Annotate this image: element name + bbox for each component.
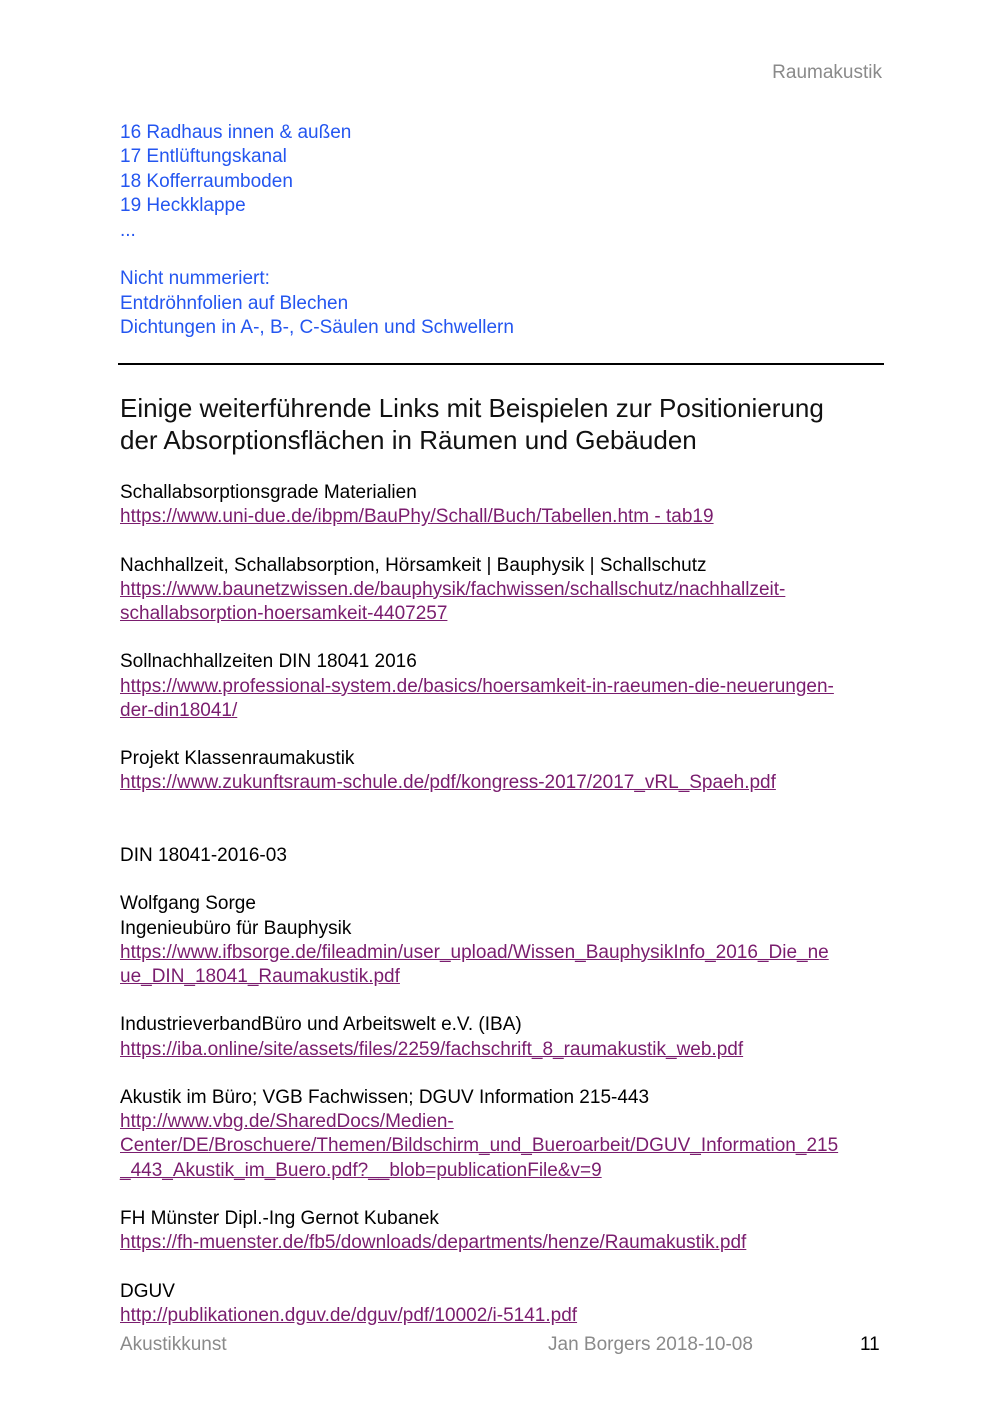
link-title: Schallabsorptionsgrade Materialien xyxy=(120,482,417,503)
toc-item: 16 Radhaus innen & außen xyxy=(120,122,352,143)
link-title: FH Münster Dipl.-Ing Gernot Kubanek xyxy=(120,1207,439,1229)
author-name: Wolfgang Sorge xyxy=(120,893,256,915)
toc-item: Entdröhnfolien auf Blechen xyxy=(120,292,349,314)
link-url[interactable]: https://www.zukunftsraum-schule.de/pdf/kongress-2017/2017_vRL_Spaeh.pdf xyxy=(120,772,776,794)
toc-list xyxy=(120,121,514,341)
link-title: DGUV xyxy=(120,1280,175,1302)
link-url-continued[interactable]: Center/DE/Broschuere/Themen/Bildschirm_und_Bueroarbeit/DGUV_Information_215 xyxy=(120,1135,839,1157)
link-entry xyxy=(120,747,895,795)
link-entry xyxy=(120,650,895,723)
running-header: Raumakustik xyxy=(772,62,882,83)
toc-item: 19 Heckklappe xyxy=(120,195,246,217)
link-url[interactable]: http://publikationen.dguv.de/dguv/pdf/10002/i-5141.pdf xyxy=(120,1304,578,1326)
section-heading-line: der Absorptionsflächen in Räumen und Gebäuden xyxy=(120,425,697,455)
link-url[interactable]: https://www.ifbsorge.de/fileadmin/user_upload/Wissen_BauphysikInfo_2016_Die_ne xyxy=(120,941,829,963)
link-url-continued[interactable]: _443_Akustik_im_Buero.pdf?__blob=publicationFile&v=9 xyxy=(120,1159,602,1181)
link-url[interactable]: https://www.uni-due.de/ibpm/BauPhy/Schall/Buch/Tabellen.htm - tab19 xyxy=(120,506,714,528)
link-entry xyxy=(120,481,895,529)
link-url-continued[interactable]: der-din18041/ xyxy=(120,699,238,721)
link-entry xyxy=(120,1086,895,1183)
link-title: Projekt Klassenraumakustik xyxy=(120,748,355,770)
link-title: Sollnachhallzeiten DIN 18041 2016 xyxy=(120,651,417,673)
toc-ellipsis: ... xyxy=(120,219,136,241)
link-url[interactable]: https://fh-muenster.de/fb5/downloads/departments/henze/Raumakustik.pdf xyxy=(120,1232,747,1254)
link-title: IndustrieverbandBüro und Arbeitswelt e.V. (IBA) xyxy=(120,1014,522,1036)
section-heading-line: Einige weiterführende Links mit Beispielen zur Positionierung xyxy=(120,393,824,423)
link-entry xyxy=(120,1207,895,1255)
link-title: Akustik im Büro; VGB Fachwissen; DGUV Information 215-443 xyxy=(120,1086,650,1108)
footer-author-date: Jan Borgers 2018-10-08 xyxy=(548,1334,753,1355)
toc-item: 18 Kofferraumboden xyxy=(120,170,293,192)
link-title: Nachhallzeit, Schallabsorption, Hörsamkeit | Bauphysik | Schallschutz xyxy=(120,554,707,576)
page-number: 11 xyxy=(860,1334,880,1355)
link-url[interactable]: https://www.baunetzwissen.de/bauphysik/fachwissen/schallschutz/nachhallzeit- xyxy=(120,578,786,600)
spacer xyxy=(120,243,514,267)
din-title: DIN 18041-2016-03 xyxy=(120,844,287,866)
toc-item: 17 Entlüftungskanal xyxy=(120,146,287,168)
link-entry xyxy=(120,892,895,989)
horizontal-rule xyxy=(118,363,884,365)
link-url[interactable]: http://www.vbg.de/SharedDocs/Medien- xyxy=(120,1111,454,1133)
link-entry xyxy=(120,1013,895,1061)
link-entry xyxy=(120,1280,895,1328)
links-list xyxy=(120,481,895,1328)
link-entry xyxy=(120,554,895,627)
unnumbered-label: Nicht nummeriert: xyxy=(120,268,270,290)
section-heading xyxy=(120,392,890,456)
toc-item: Dichtungen in A-, B-, C-Säulen und Schwellern xyxy=(120,317,514,339)
link-url-continued[interactable]: schallabsorption-hoersamkeit-4407257 xyxy=(120,603,448,624)
link-url[interactable]: https://iba.online/site/assets/files/2259/fachschrift_8_raumakustik_web.pdf xyxy=(120,1038,744,1060)
author-office: Ingenieubüro für Bauphysik xyxy=(120,917,352,939)
link-url[interactable]: https://www.professional-system.de/basics/hoersamkeit-in-raeumen-die-neuerungen- xyxy=(120,675,834,697)
footer-brand: Akustikkunst xyxy=(120,1334,227,1355)
link-url-continued[interactable]: ue_DIN_18041_Raumakustik.pdf xyxy=(120,965,400,987)
din-entry xyxy=(120,844,895,868)
